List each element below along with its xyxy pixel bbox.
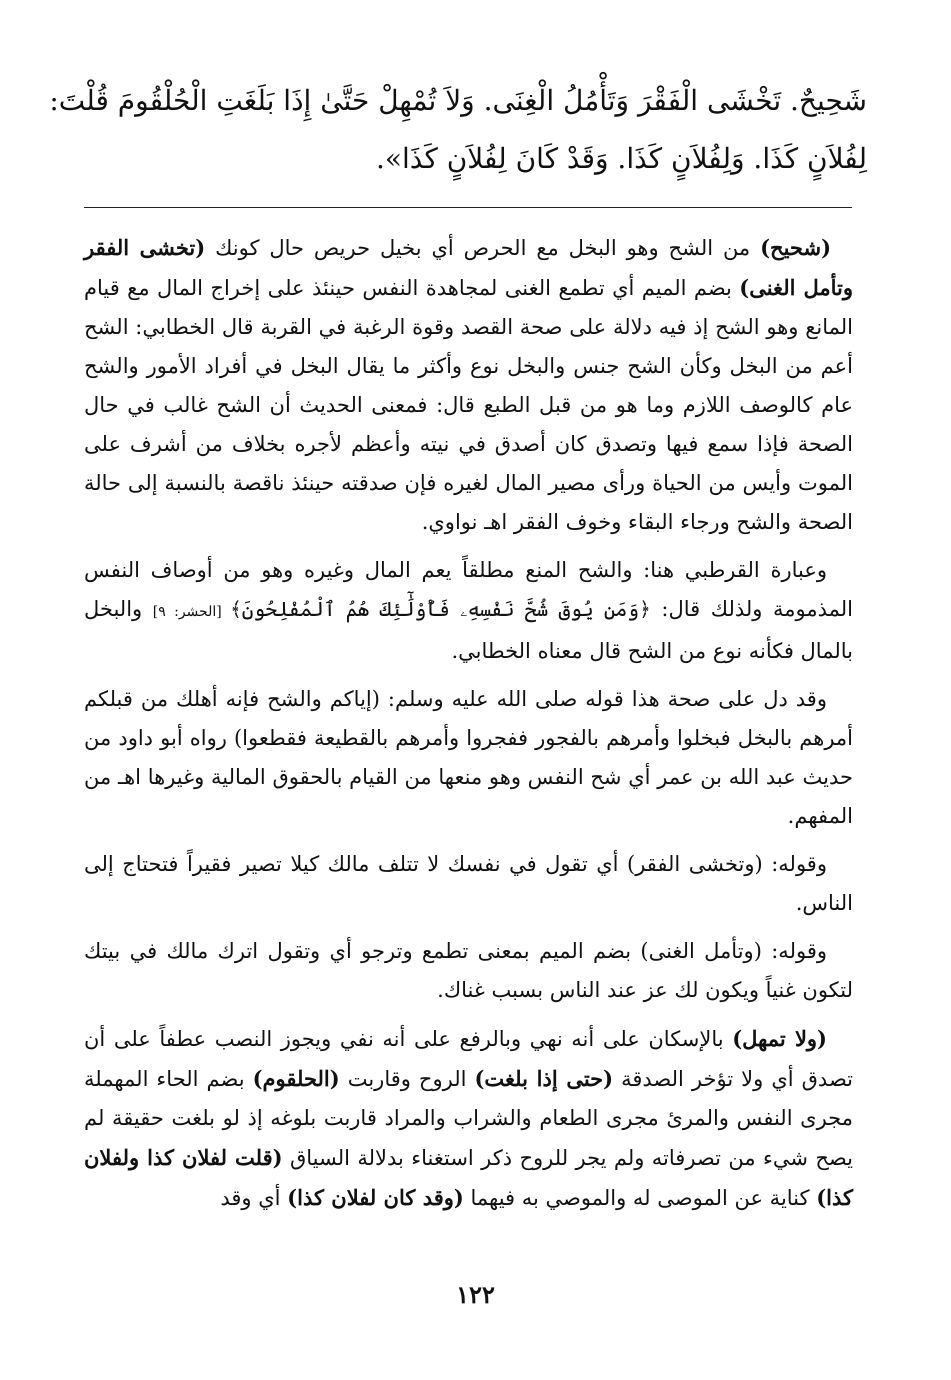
commentary-paragraph-2 — [84, 551, 853, 671]
page-number: ١٢٢ — [456, 1280, 495, 1309]
commentary-paragraph-1 — [84, 228, 853, 542]
paragraph-text: الروح وقاربت — [339, 1067, 475, 1091]
commentary-paragraph-3 — [84, 680, 853, 836]
term-qulta: (قلت لفلان كذا ولفلان كذا) — [84, 1145, 853, 1210]
commentary-text — [84, 228, 853, 1227]
paragraph-text: بالإسكان على أنه نهي وبالرفع على أنه نفي ويجوز النصب عطفاً على أن تصدق أي ولا تؤخر الصدقة — [84, 1027, 854, 1091]
paragraph-text: من الشح وهو البخل مع الحرص أي بخيل حريص حال كونك — [205, 236, 761, 260]
footnote-divider — [84, 207, 852, 208]
term-takhsha: (تخشى الفقر وتأمل الغنى) — [84, 235, 853, 300]
paragraph-text: كناية عن الموصى له والموصي به فيهما — [463, 1186, 817, 1210]
verse-reference: [الحشر: ٩] — [152, 604, 231, 620]
hadith-line-1: شَحِيحٌ. تَخْشَى الْفَقْرَ وَتَأْمُلُ الْغِنَى. وَلاَ تُمْهِلْ حَتَّىٰ إِذَا بَلَغَتِ الْحُلْقُومَ قُلْتَ: — [49, 84, 867, 117]
term-hatta-idha: (حتى إذا بلغت) — [474, 1066, 614, 1091]
term-wa-qad-kana: (وقد كان لفلان كذا) — [287, 1185, 464, 1210]
hadith-line-2: لِفُلاَنٍ كَذَا. وَلِفُلاَنٍ كَذَا. وَقَدْ كَانَ لِفُلاَنٍ كَذَا». — [376, 142, 867, 175]
paragraph-text: بضم الحاء المهملة مجرى النفس والمرئ مجرى الطعام والشراب والمراد قاربت بلوغه إذ لو بلغت حقيقة لم يصح شيء من تصرفاته ولم يجر للروح ذكر استغناء بدلالة السياق — [84, 1067, 853, 1170]
quran-verse: ﴿وَمَن يُوقَ شُحَّ نَفْسِهِۦ فَأُوْلَٰٓئِكَ هُمُ ٱلْمُفْلِحُونَ﴾ — [230, 597, 651, 621]
term-la-tumhil: (ولا تمهل) — [732, 1026, 827, 1051]
paragraph-text: وقوله: (وتخشى الفقر) أي تقول في نفسك لا تتلف مالك كيلا تصير فقيراً فتحتاج إلى الناس. — [84, 852, 853, 915]
paragraph-text: بضم الميم أي تطمع الغنى لمجاهدة النفس حينئذ على إخراج المال مع قيام المانع وهو الشح إذ فيه دلالة على صحة القصد وقوة الرغبة في القربة قال الخطابي: الشح أعم من البخل وكأن الشح جنس والبخل نوع وأكثر ما يقال البخل في أفراد الأمور والشح عام كالوصف اللازم وما هو من قبل الطبع قال: فمعنى الحديث أن الشح غالب في حال الصحة فإذا سمع فيها وتصدق كان أصدق في نيته وأعظم لأجره بخلاف من أشرف على الموت وأيس من الحياة ورأى مصير المال لغيره فإن صدقته حينئذ ناقصة بالنسبة إلى حالة الصحة والشح ورجاء البقاء وخوف الفقر اهـ نواوي. — [84, 276, 853, 534]
paragraph-text: وقد دل على صحة هذا قوله صلى الله عليه وسلم: (إياكم والشح فإنه أهلك من قبلكم أمرهم بالبخل فبخلوا وأمرهم بالفجور ففجروا وأمرهم بالقطيعة فقطعوا) رواه أبو داود من حديث عبد الله بن عمر أي شح النفس وهو منعها من القيام بالحقوق المالية وغيرها اهـ من المفهم. — [84, 687, 853, 828]
hadith-text — [49, 72, 867, 188]
commentary-paragraph-5 — [84, 932, 853, 1010]
term-shahih: (شحيح) — [760, 235, 832, 260]
commentary-paragraph-4 — [84, 845, 853, 923]
paragraph-text: وعبارة القرطبي هنا: والشح المنع مطلقاً يعم المال وغيره وهو من أوصاف النفس المذمومة ولذلك قال: — [84, 558, 853, 621]
paragraph-text: أي وقد — [220, 1186, 288, 1210]
paragraph-text: والبخل بالمال فكأنه نوع من الشح قال معناه الخطابي. — [84, 597, 853, 663]
term-hulqum: (الحلقوم) — [252, 1066, 340, 1091]
paragraph-text: وقوله: (وتأمل الغنى) بضم الميم بمعنى تطمع وترجو أي وتقول اترك مالك في بيتك لتكون غنياً ويكون لك عز عند الناس بسبب غناك. — [84, 939, 853, 1002]
commentary-paragraph-6 — [84, 1019, 853, 1218]
